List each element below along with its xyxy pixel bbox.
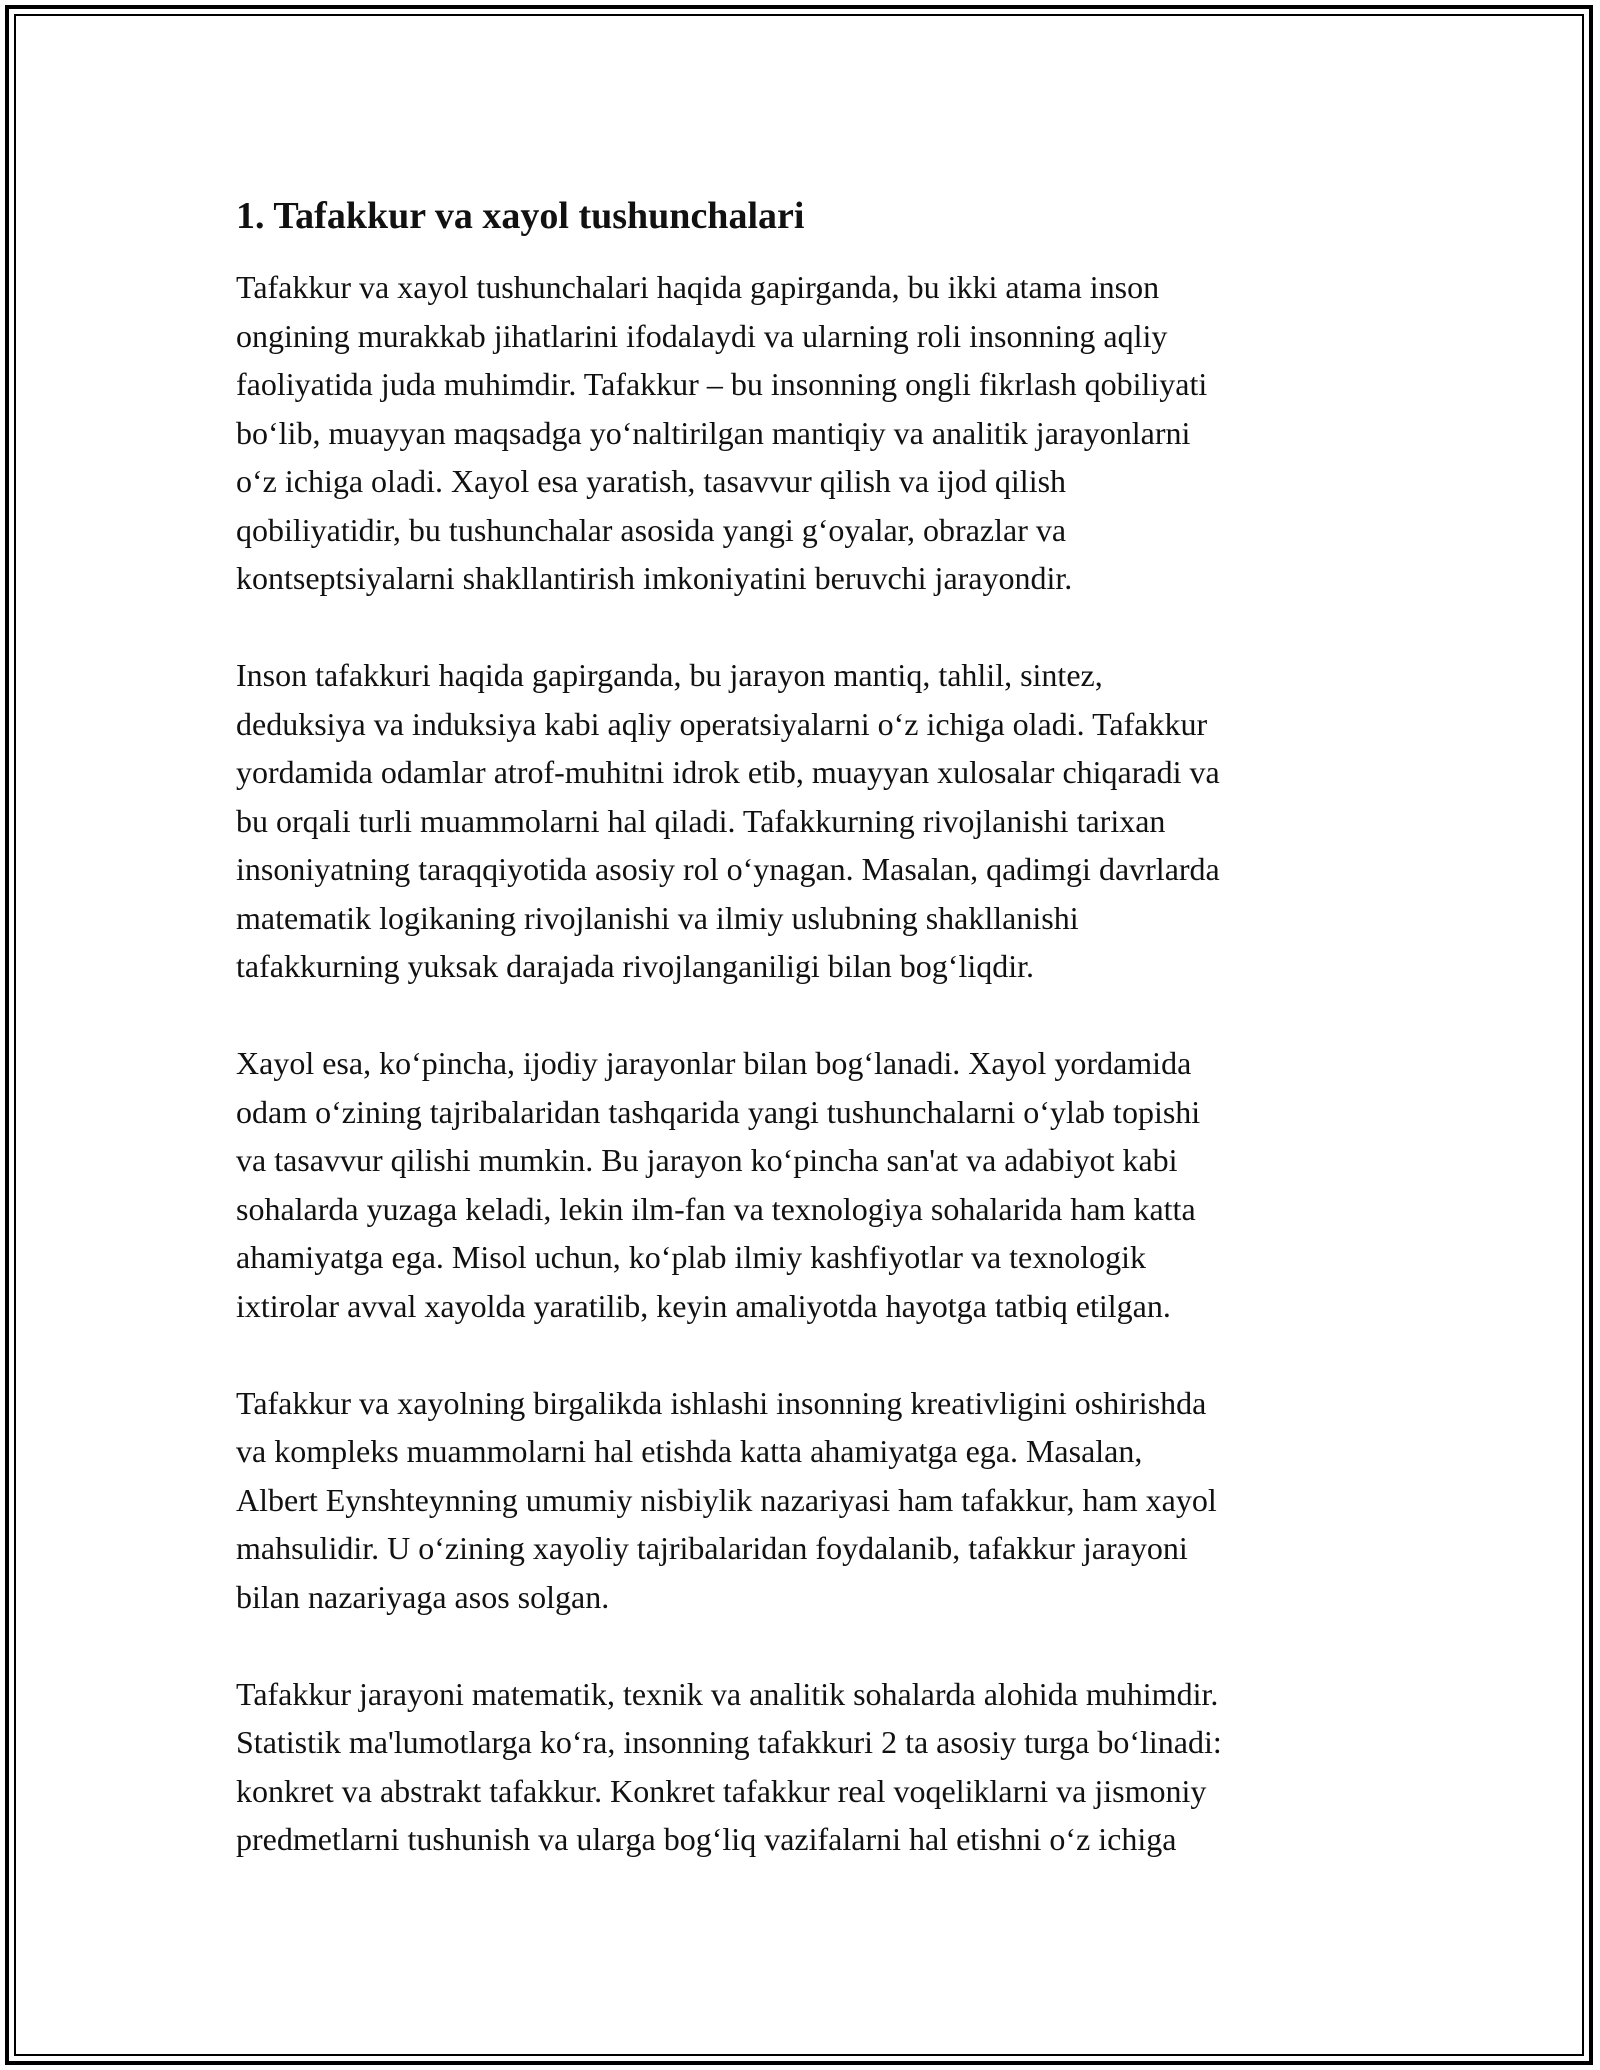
text-line: matematik logikaning rivojlanishi va ilmiy uslubning shakllanishi (236, 899, 1079, 936)
paragraph-gap (236, 603, 1376, 652)
document-body (236, 185, 1376, 1864)
text-line: o‘z ichiga oladi. Xayol esa yaratish, tasavvur qilish va ijod qilish (236, 463, 1067, 499)
text-line: Inson tafakkuri haqida gapirganda, bu jarayon mantiq, tahlil, sintez, (236, 657, 1103, 693)
text-line: ixtirolar avval xayolda yaratilib, keyin amaliyotda hayotga tatbiq etilgan. (236, 1287, 1171, 1324)
text-line: faoliyatida juda muhimdir. Tafakkur – bu insonning ongli fikrlash qobiliyati (236, 366, 1208, 402)
paragraph-gap (236, 991, 1376, 1040)
text-line: va kompleks muammolarni hal etishda katta ahamiyatga ega. Masalan, (236, 1433, 1143, 1469)
text-line: tafakkurning yuksak darajada rivojlanganiligi bilan bog‘liqdir. (236, 948, 1035, 984)
text-line: Tafakkur jarayoni matematik, texnik va analitik sohalarda alohida muhimdir. (236, 1675, 1219, 1712)
text-line: Xayol esa, ko‘pincha, ijodiy jarayonlar bilan bog‘lanadi. Xayol yordamida (236, 1045, 1192, 1081)
text-line: bilan nazariyaga asos solgan. (236, 1578, 610, 1615)
paragraph-5 (236, 1670, 1376, 1864)
text-line: va tasavvur qilishi mumkin. Bu jarayon ko‘pincha san'at va adabiyot kabi (236, 1142, 1178, 1178)
section-heading: 1. Tafakkur va xayol tushunchalari (236, 195, 805, 237)
paragraph-1 (236, 263, 1376, 603)
paragraph-3 (236, 1039, 1376, 1330)
text-line: ahamiyatga ega. Misol uchun, ko‘plab ilmiy kashfiyotlar va texnologik (236, 1239, 1147, 1275)
text-line: qobiliyatidir, bu tushunchalar asosida yangi g‘oyalar, obrazlar va (236, 511, 1067, 548)
text-line: Albert Eynshteynning umumiy nisbiylik nazariyasi ham tafakkur, ham xayol (236, 1481, 1217, 1518)
text-line: sohalarda yuzaga keladi, lekin ilm-fan va texnologiya sohalarida ham katta (236, 1190, 1196, 1227)
text-line: Tafakkur va xayol tushunchalari haqida gapirganda, bu ikki atama inson (236, 269, 1160, 305)
text-line: bo‘lib, muayyan maqsadga yo‘naltirilgan mantiqiy va analitik jarayonlarni (236, 414, 1191, 451)
text-line: yordamida odamlar atrof-muhitni idrok etib, muayyan xulosalar chiqaradi va (236, 754, 1220, 790)
text-line: konkret va abstrakt tafakkur. Konkret tafakkur real voqeliklarni va jismoniy (236, 1772, 1207, 1809)
paragraph-4 (236, 1379, 1376, 1622)
paragraph-2 (236, 651, 1376, 991)
text-line: kontseptsiyalarni shakllantirish imkoniyatini beruvchi jarayondir. (236, 560, 1073, 596)
text-line: Tafakkur va xayolning birgalikda ishlashi insonning kreativligini oshirishda (236, 1384, 1207, 1421)
text-line: Statistik ma'lumotlarga ko‘ra, insonning tafakkuri 2 ta asosiy turga bo‘linadi: (236, 1724, 1222, 1760)
text-line: insoniyatning taraqqiyotida asosiy rol o‘ynagan. Masalan, qadimgi davrlarda (236, 851, 1220, 887)
text-line: mahsulidir. U o‘zining xayoliy tajribalaridan foydalanib, tafakkur jarayoni (236, 1530, 1188, 1566)
paragraph-gap (236, 1330, 1376, 1379)
text-line: bu orqali turli muammolarni hal qiladi. Tafakkurning rivojlanishi tarixan (236, 802, 1166, 839)
text-line: odam o‘zining tajribalaridan tashqarida yangi tushunchalarni o‘ylab topishi (236, 1093, 1201, 1130)
text-line: predmetlarni tushunish va ularga bog‘liq vazifalarni hal etishni o‘z ichiga (236, 1821, 1177, 1857)
paragraph-gap (236, 1621, 1376, 1670)
text-line: ongining murakkab jihatlarini ifodalaydi va ularning roli insonning aqliy (236, 317, 1168, 354)
text-line: deduksiya va induksiya kabi aqliy operatsiyalarni o‘z ichiga oladi. Tafakkur (236, 705, 1208, 742)
